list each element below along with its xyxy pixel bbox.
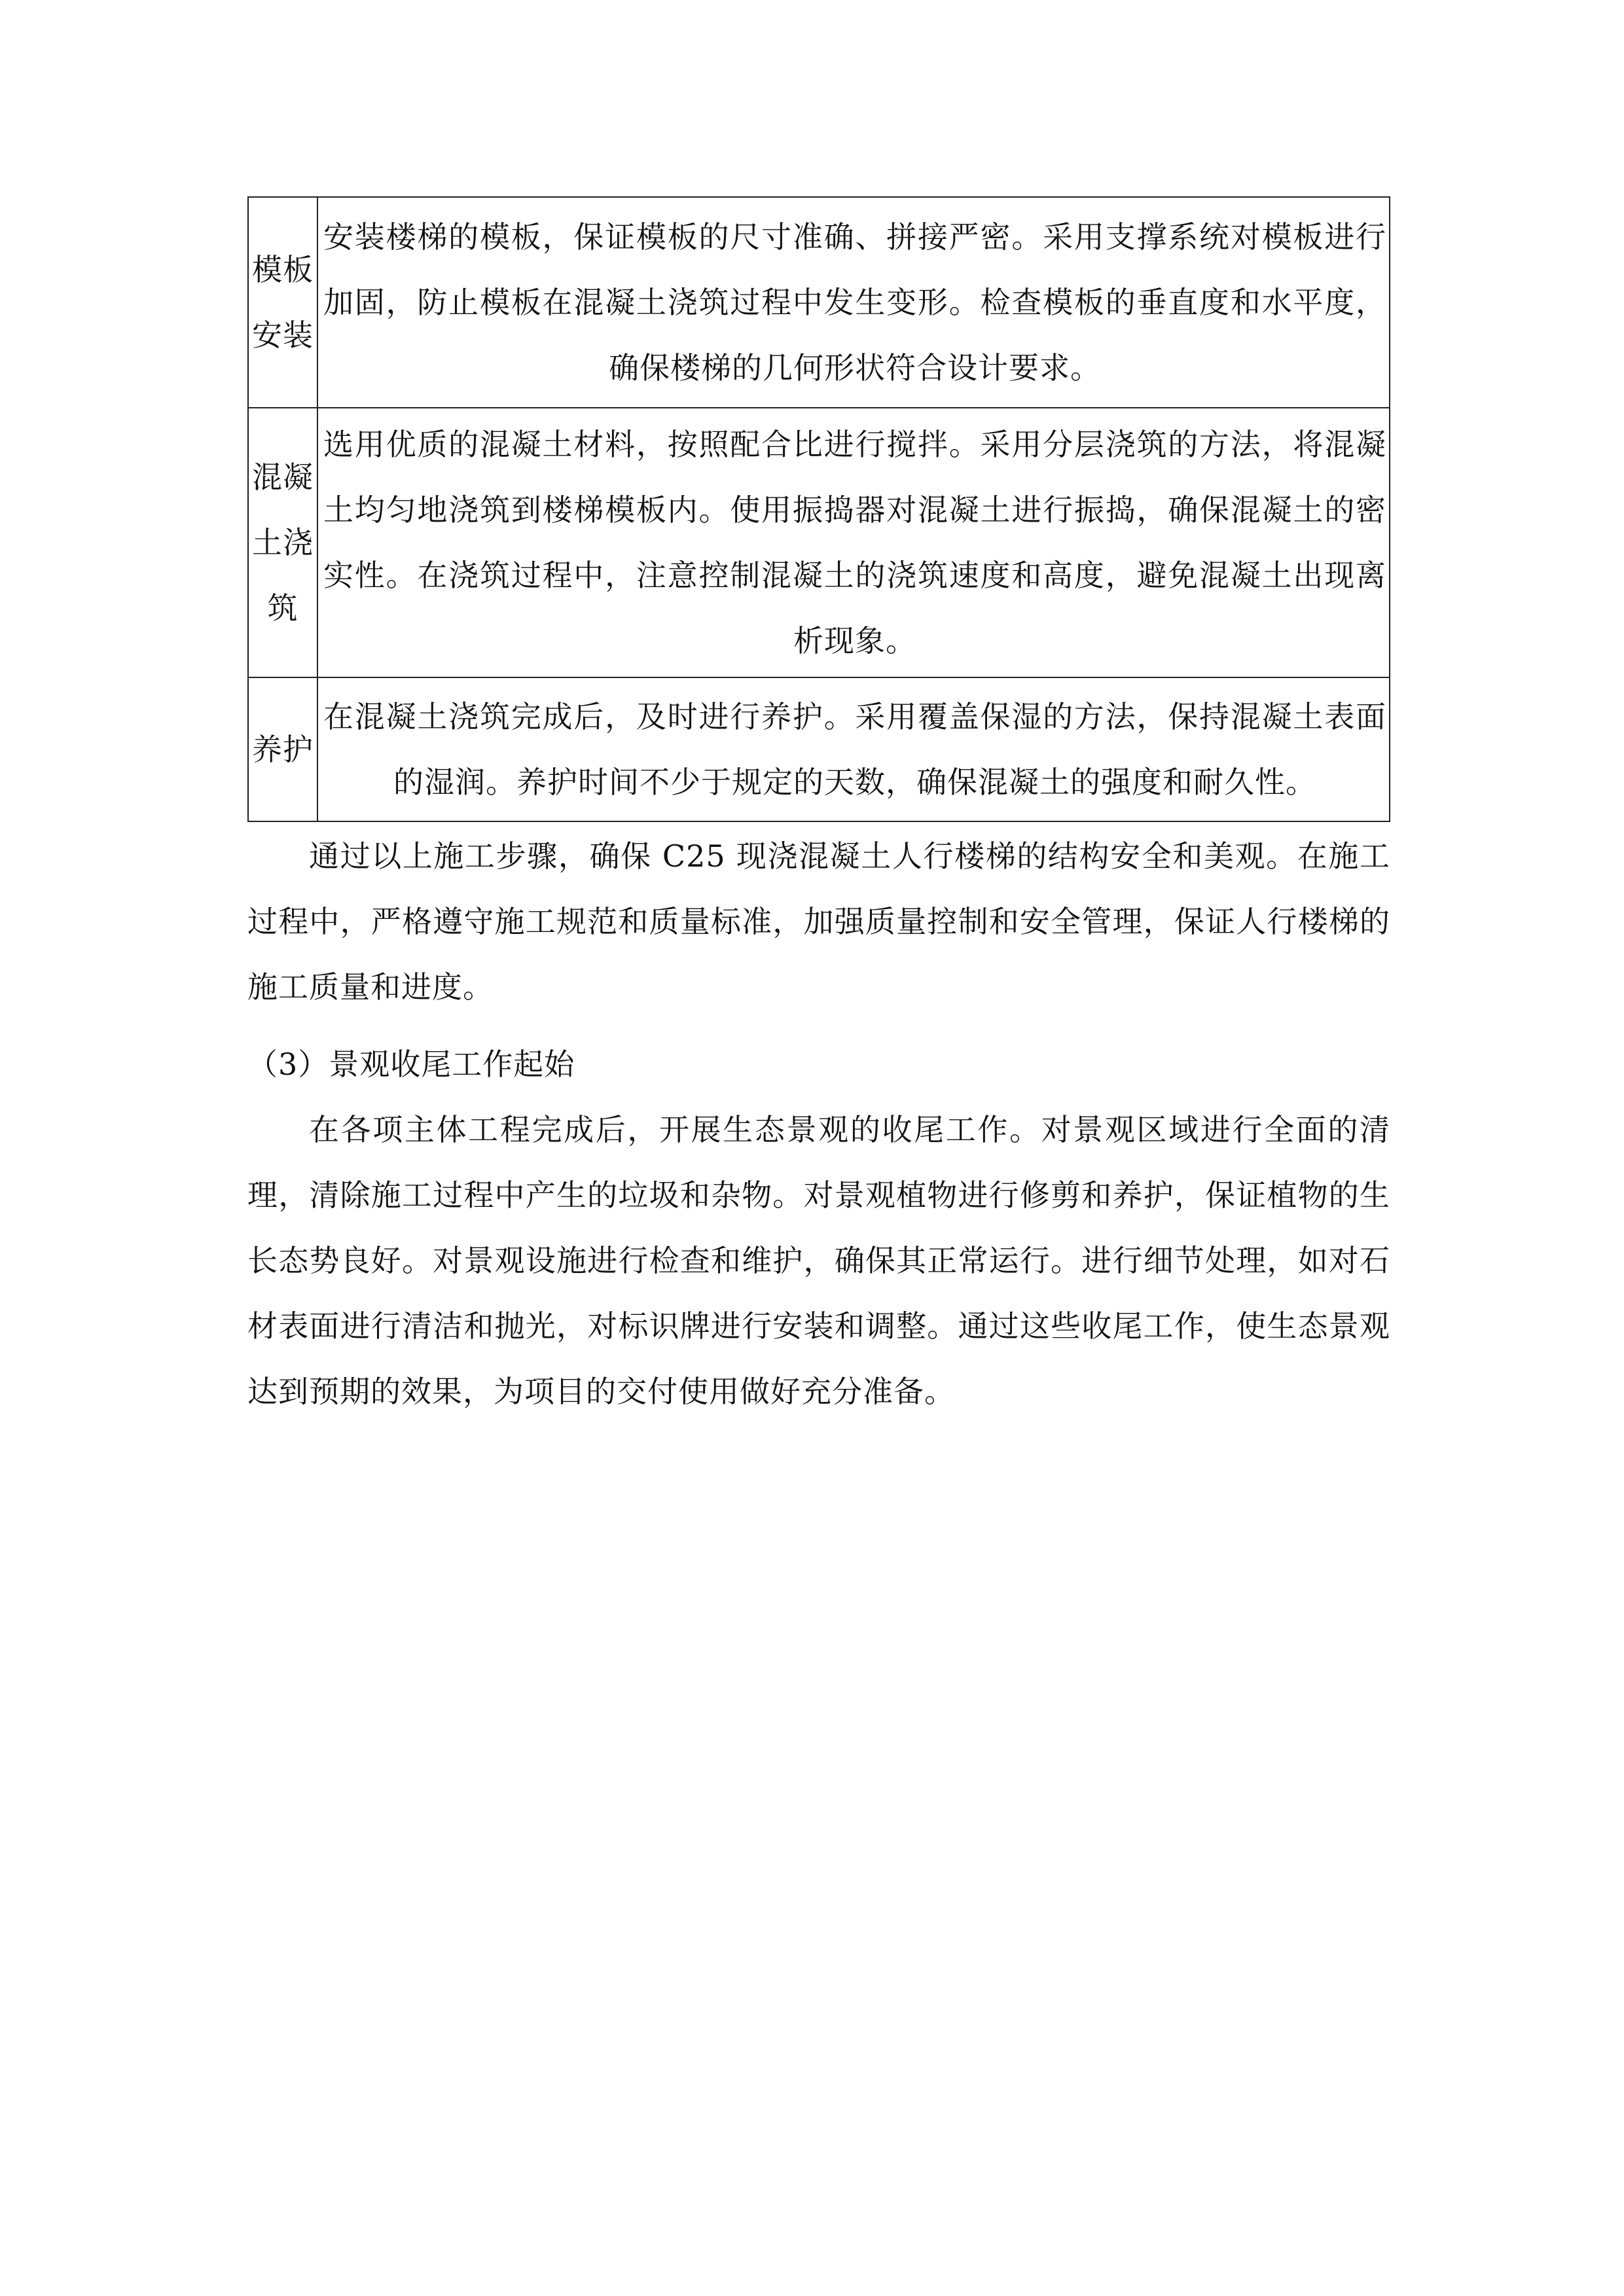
step-label-cell: 混凝土浇筑 (248, 408, 317, 677)
step-label-cell: 养护 (248, 677, 317, 821)
table-row (248, 677, 1390, 821)
step-label-cell: 模板安装 (248, 197, 317, 408)
table-row (248, 408, 1390, 677)
summary-paragraph: 通过以上施工步骤，确保 C25 现浇混凝土人行楼梯的结构安全和美观。在施工过程中，严格遵守施工规范和质量标准，加强质量控制和安全管理，保证人行楼梯的施工质量和进度。 (247, 838, 1390, 1005)
table-row (248, 197, 1390, 408)
construction-steps-table (247, 196, 1390, 822)
step-description-cell: 安装楼梯的模板，保证模板的尺寸准确、拼接严密。采用支撑系统对模板进行加固，防止模板在混凝土浇筑过程中发生变形。检查模板的垂直度和水平度，确保楼梯的几何形状符合设计要求。 (317, 197, 1390, 408)
landscape-paragraph: 在各项主体工程完成后，开展生态景观的收尾工作。对景观区域进行全面的清理，清除施工过程中产生的垃圾和杂物。对景观植物进行修剪和养护，保证植物的生长态势良好。对景观设施进行检查和维护，确保其正常运行。进行细节处理，如对石材表面进行清洁和抛光，对标识牌进行安装和调整。通过这些收尾工作，使生态景观达到预期的效果，为项目的交付使用做好充分准备。 (247, 1112, 1390, 1409)
step-description-cell: 在混凝土浇筑完成后，及时进行养护。采用覆盖保湿的方法，保持混凝土表面的湿润。养护时间不少于规定的天数，确保混凝土的强度和耐久性。 (317, 677, 1390, 821)
page-content (247, 196, 1390, 1424)
step-description-cell: 选用优质的混凝土材料，按照配合比进行搅拌。采用分层浇筑的方法，将混凝土均匀地浇筑到楼梯模板内。使用振捣器对混凝土进行振捣，确保混凝土的密实性。在浇筑过程中，注意控制混凝土的浇筑速度和高度，避免混凝土出现离析现象。 (317, 408, 1390, 677)
section-heading: （3）景观收尾工作起始 (247, 1047, 575, 1082)
